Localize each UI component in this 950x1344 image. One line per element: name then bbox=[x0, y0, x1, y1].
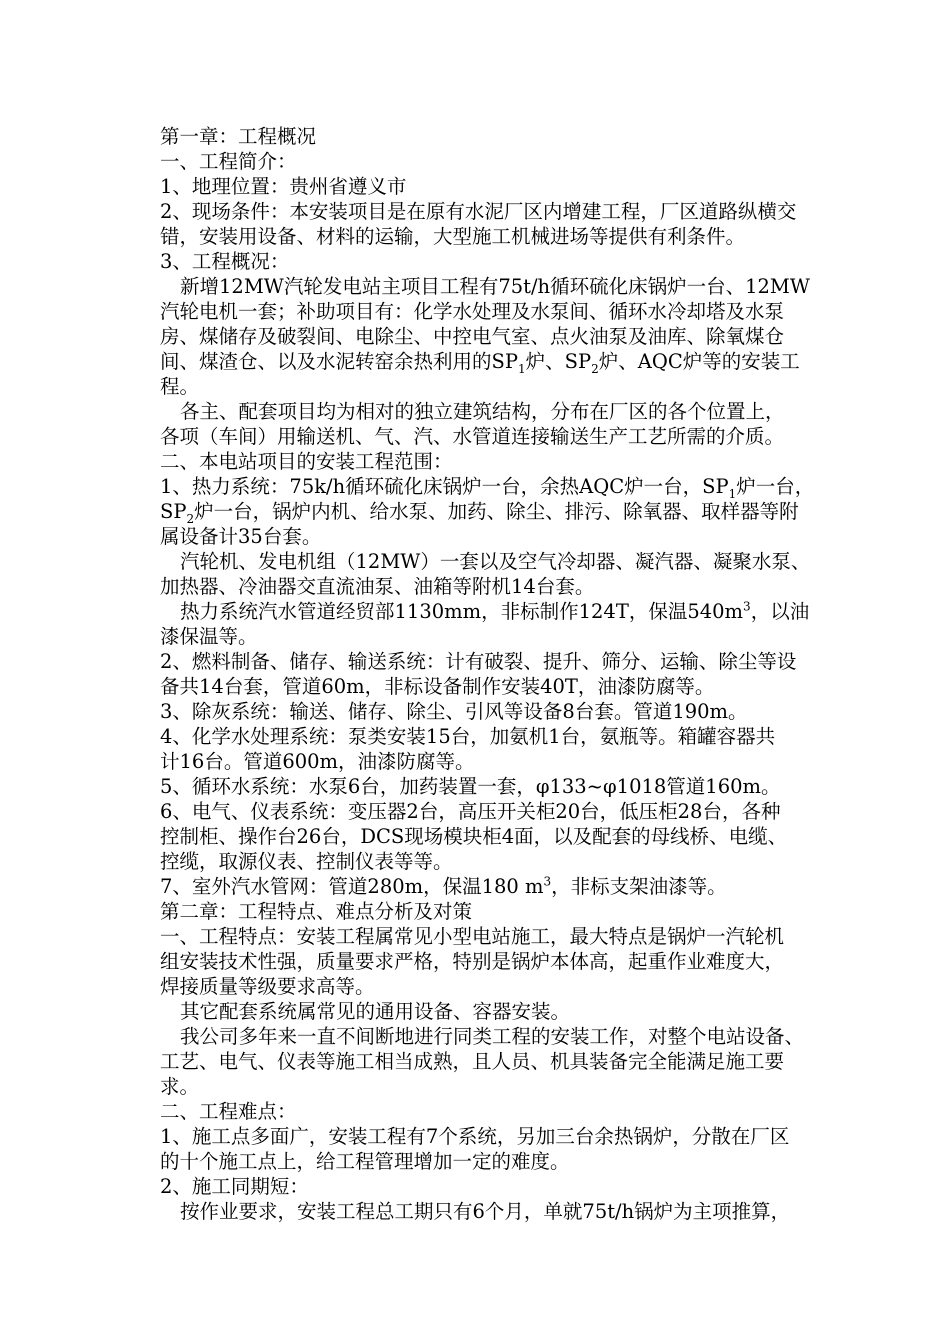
text-line: 一、工程简介： bbox=[160, 150, 297, 173]
superscript: 3 bbox=[543, 874, 552, 889]
text-line: 一、工程特点：安装工程属常见小型电站施工，最大特点是锅炉一汽轮机 bbox=[160, 925, 785, 948]
text-line: 按作业要求，安装工程总工期只有6个月，单就75t/h锅炉为主项推算， bbox=[180, 1200, 791, 1223]
text-line bbox=[160, 349, 900, 374]
text-line: 的十个施工点上，给工程管理增加一定的难度。 bbox=[160, 1150, 570, 1173]
text-run: 炉一台，锅炉内机、给水泵、加药、除尘、排污、除氧器、取样器等附 bbox=[194, 500, 799, 523]
text-line: 属设备计35台套。 bbox=[160, 525, 322, 548]
text-run: SP bbox=[160, 500, 187, 523]
text-line: 1、施工点多面广，安装工程有7个系统，另加三台余热锅炉，分散在厂区 bbox=[160, 1125, 790, 1148]
text-line: 备共14台套，管道60m，非标设备制作安装40T，油漆防腐等。 bbox=[160, 675, 715, 698]
text-line: 6、电气、仪表系统：变压器2台，高压开关柜20台，低压柜28台，各种 bbox=[160, 800, 781, 823]
text-line: 其它配套系统属常见的通用设备、容器安装。 bbox=[180, 1000, 571, 1023]
text-line: 房、煤储存及破裂间、电除尘、中控电气室、点火油泵及油库、除氧煤仓 bbox=[160, 325, 785, 348]
text-line bbox=[160, 874, 900, 899]
text-line: 1、地理位置：贵州省遵义市 bbox=[160, 175, 407, 198]
superscript: 3 bbox=[743, 599, 751, 614]
text-line: 5、循环水系统：水泵6台，加药装置一套，φ133~φ1018管道160m。 bbox=[160, 775, 781, 798]
text-line: 4、化学水处理系统：泵类安装15台，加氨机1台，氨瓶等。箱罐容器共 bbox=[160, 725, 776, 748]
text-run: ，以油 bbox=[750, 600, 810, 623]
text-run: ，非标支架油漆等。 bbox=[551, 875, 727, 898]
subscript: 1 bbox=[517, 361, 526, 376]
text-run: 7、室外汽水管网：管道280m，保温180 m bbox=[160, 875, 544, 898]
text-run: 炉、AQC炉等的安装工 bbox=[598, 350, 800, 373]
text-run: 热力系统汽水管道经贸部1130mm，非标制作124T，保温540m bbox=[180, 600, 744, 623]
text-line: 漆保温等。 bbox=[160, 625, 258, 648]
text-line: 我公司多年来一直不间断地进行同类工程的安装工作，对整个电站设备、 bbox=[180, 1025, 805, 1048]
text-line: 2、现场条件：本安装项目是在原有水泥厂区内增建工程，厂区道路纵横交 bbox=[160, 200, 797, 223]
text-line: 汽轮电机一套；补助项目有：化学水处理及水泵间、循环水冷却塔及水泵 bbox=[160, 300, 785, 323]
text-line: 各主、配套项目均为相对的独立建筑结构，分布在厂区的各个位置上， bbox=[180, 400, 785, 423]
text-line bbox=[160, 599, 900, 624]
text-line: 组安装技术性强，质量要求严格，特别是锅炉本体高，起重作业难度大， bbox=[160, 950, 785, 973]
text-run: 间、煤渣仓、以及水泥转窑余热利用的SP bbox=[160, 350, 518, 373]
subscript: 2 bbox=[186, 511, 195, 526]
text-line: 控缆，取源仪表、控制仪表等等。 bbox=[160, 850, 453, 873]
text-line: 各项（车间）用输送机、气、汽、水管道连接输送生产工艺所需的介质。 bbox=[160, 425, 785, 448]
text-line: 工艺、电气、仪表等施工相当成熟，且人员、机具装备完全能满足施工要 bbox=[160, 1050, 785, 1073]
text-line: 第一章：工程概况 bbox=[160, 125, 317, 148]
text-line bbox=[160, 474, 900, 499]
text-line: 3、除灰系统：输送、储存、除尘、引风等设备8台套。管道190m。 bbox=[160, 700, 748, 723]
text-run: 炉一台， bbox=[736, 475, 815, 498]
text-line: 汽轮机、发电机组（12MW）一套以及空气冷却器、凝汽器、凝聚水泵、 bbox=[180, 550, 811, 573]
subscript: 1 bbox=[728, 486, 737, 501]
text-line: 程。 bbox=[160, 375, 200, 398]
text-line: 求。 bbox=[160, 1075, 200, 1098]
text-line: 第二章：工程特点、难点分析及对策 bbox=[160, 900, 473, 923]
text-run: 1、热力系统：75k/h循环硫化床锅炉一台，余热AQC炉一台，SP bbox=[160, 475, 729, 498]
text-line: 新增12MW汽轮发电站主项目工程有75t/h循环硫化床锅炉一台、12MW bbox=[180, 275, 810, 298]
text-line: 二、本电站项目的安装工程范围： bbox=[160, 450, 453, 473]
text-line: 计16台。管道600m，油漆防腐等。 bbox=[160, 750, 475, 773]
subscript: 2 bbox=[591, 361, 599, 376]
text-line: 焊接质量等级要求高等。 bbox=[160, 975, 375, 998]
text-line: 二、工程难点： bbox=[160, 1100, 297, 1123]
text-line: 错，安装用设备、材料的运输，大型施工机械进场等提供有利条件。 bbox=[160, 225, 746, 248]
text-line: 加热器、冷油器交直流油泵、油箱等附机14台套。 bbox=[160, 575, 595, 598]
document-page bbox=[160, 124, 900, 1224]
text-line: 3、工程概况： bbox=[160, 250, 290, 273]
text-run: 炉、SP bbox=[525, 350, 592, 373]
text-line: 2、施工同期短： bbox=[160, 1175, 309, 1198]
text-line bbox=[160, 499, 900, 524]
text-line: 控制柜、操作台26台，DCS现场模块柜4面，以及配套的母线桥、电缆、 bbox=[160, 825, 788, 848]
text-line: 2、燃料制备、储存、输送系统：计有破裂、提升、筛分、运输、除尘等设 bbox=[160, 650, 797, 673]
